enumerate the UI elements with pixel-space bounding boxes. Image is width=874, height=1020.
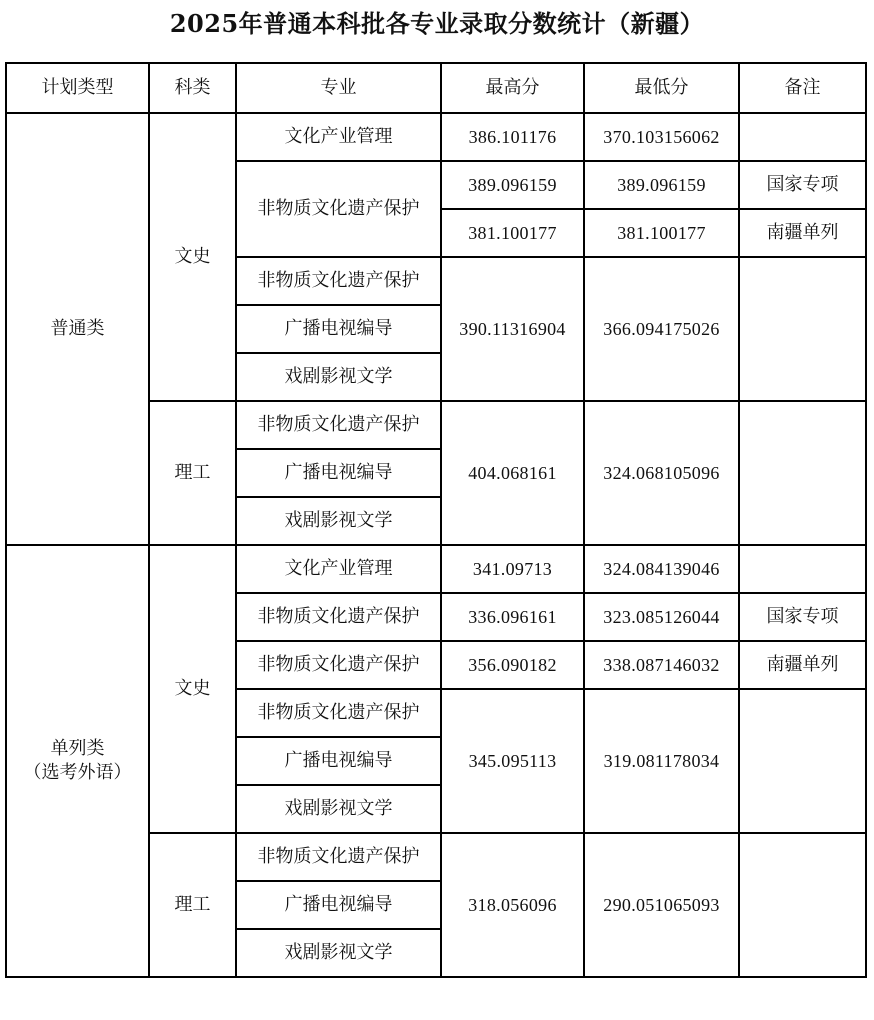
min-score-cell: 381.100177 (584, 209, 739, 257)
max-score-cell: 318.056096 (441, 833, 584, 977)
max-score-cell: 341.09713 (441, 545, 584, 593)
max-score-cell: 356.090182 (441, 641, 584, 689)
major-cell: 广播电视编导 (236, 449, 441, 497)
subject-cell: 文史 (149, 113, 236, 401)
major-cell: 非物质文化遗产保护 (236, 161, 441, 257)
min-score-cell: 319.081178034 (584, 689, 739, 833)
table-row (6, 113, 866, 161)
plan-type-cell: 普通类 (6, 113, 149, 545)
note-cell: 南疆单列 (739, 641, 866, 689)
header-row (6, 63, 866, 113)
major-cell: 非物质文化遗产保护 (236, 593, 441, 641)
plan-type-label: 单列类 (50, 738, 105, 759)
subject-cell: 理工 (149, 401, 236, 545)
subject-cell: 文史 (149, 545, 236, 833)
note-cell: 南疆单列 (739, 209, 866, 257)
major-cell: 非物质文化遗产保护 (236, 689, 441, 737)
min-score-cell: 370.103156062 (584, 113, 739, 161)
note-cell (739, 113, 866, 161)
max-score-cell: 386.101176 (441, 113, 584, 161)
header-note: 备注 (739, 63, 866, 113)
header-subject: 科类 (149, 63, 236, 113)
header-plan-type: 计划类型 (6, 63, 149, 113)
max-score-cell: 336.096161 (441, 593, 584, 641)
major-cell: 戏剧影视文学 (236, 353, 441, 401)
plan-type-cell (6, 545, 149, 977)
min-score-cell: 366.094175026 (584, 257, 739, 401)
note-cell (739, 833, 866, 977)
major-cell: 文化产业管理 (236, 545, 441, 593)
max-score-cell: 390.11316904 (441, 257, 584, 401)
major-cell: 广播电视编导 (236, 881, 441, 929)
subject-cell: 理工 (149, 833, 236, 977)
note-cell (739, 401, 866, 545)
major-cell: 广播电视编导 (236, 305, 441, 353)
note-cell: 国家专项 (739, 593, 866, 641)
major-cell: 非物质文化遗产保护 (236, 401, 441, 449)
min-score-cell: 324.084139046 (584, 545, 739, 593)
max-score-cell: 404.068161 (441, 401, 584, 545)
header-max-score: 最高分 (441, 63, 584, 113)
min-score-cell: 323.085126044 (584, 593, 739, 641)
note-cell (739, 257, 866, 401)
header-major: 专业 (236, 63, 441, 113)
max-score-cell: 345.095113 (441, 689, 584, 833)
score-table (5, 62, 867, 978)
plan-type-sublabel: （选考外语） (23, 762, 132, 783)
min-score-cell: 389.096159 (584, 161, 739, 209)
major-cell: 非物质文化遗产保护 (236, 641, 441, 689)
note-cell (739, 689, 866, 833)
major-cell: 戏剧影视文学 (236, 497, 441, 545)
major-cell: 非物质文化遗产保护 (236, 833, 441, 881)
min-score-cell: 338.087146032 (584, 641, 739, 689)
major-cell: 非物质文化遗产保护 (236, 257, 441, 305)
major-cell: 戏剧影视文学 (236, 929, 441, 977)
note-cell (739, 545, 866, 593)
min-score-cell: 290.051065093 (584, 833, 739, 977)
major-cell: 戏剧影视文学 (236, 785, 441, 833)
page-title: 2025年普通本科批各专业录取分数统计（新疆） (169, 9, 705, 38)
header-min-score: 最低分 (584, 63, 739, 113)
max-score-cell: 381.100177 (441, 209, 584, 257)
major-cell: 广播电视编导 (236, 737, 441, 785)
note-cell: 国家专项 (739, 161, 866, 209)
max-score-cell: 389.096159 (441, 161, 584, 209)
table-row (6, 545, 866, 593)
major-cell: 文化产业管理 (236, 113, 441, 161)
min-score-cell: 324.068105096 (584, 401, 739, 545)
